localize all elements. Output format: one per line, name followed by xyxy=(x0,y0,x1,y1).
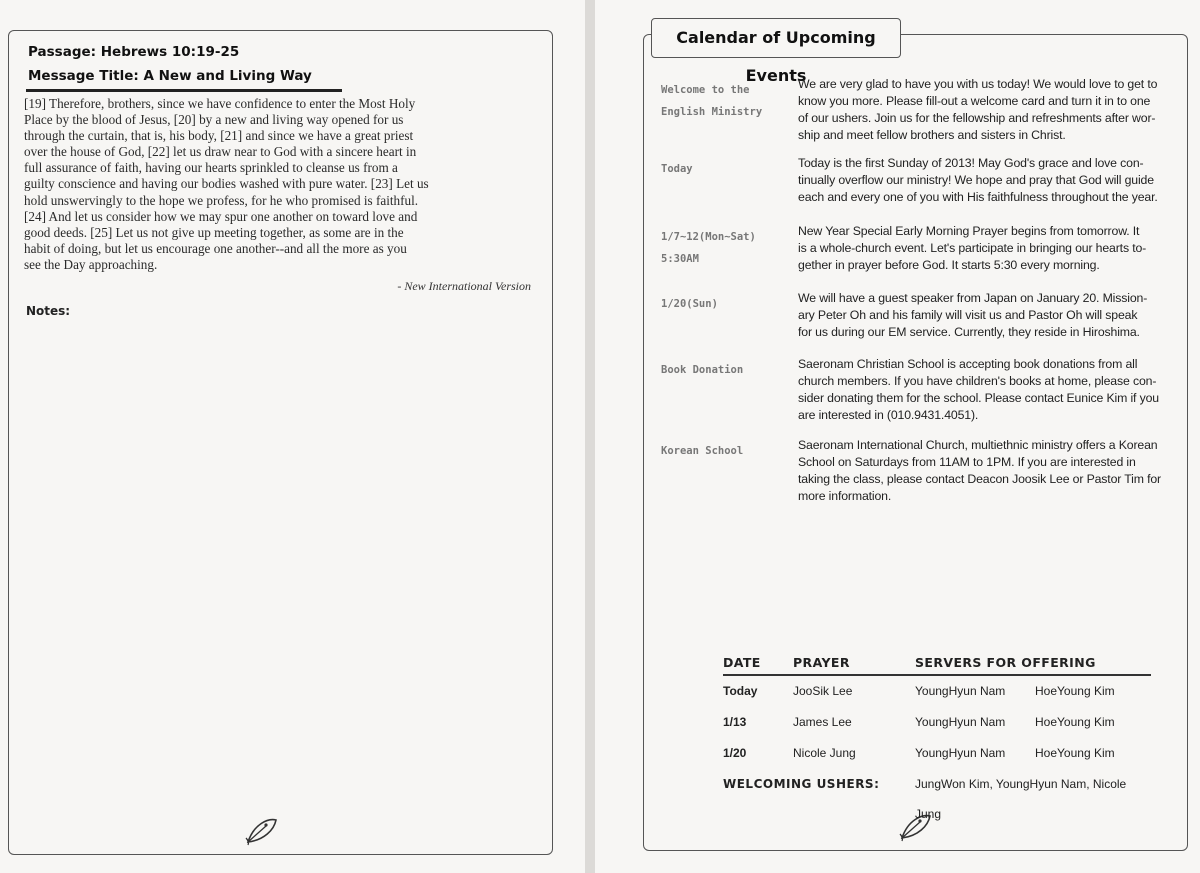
servers-header: SERVERS FOR OFFERING xyxy=(915,655,1096,670)
event-label-line: English Ministry xyxy=(661,106,763,118)
offering-server: HoeYoung Kim xyxy=(1035,715,1115,729)
title-underline xyxy=(26,89,342,92)
event-description-line: are interested in (010.9431.4051). xyxy=(798,408,979,422)
offering-server: YoungHyun Nam xyxy=(915,684,1006,698)
duty-date: 1/13 xyxy=(723,715,747,729)
scripture-line: [24] And let us consider how we may spur one another on toward love and xyxy=(24,208,418,224)
duty-roster xyxy=(723,652,1151,821)
event-label-line: 1/7~12(Mon~Sat) xyxy=(661,231,756,243)
date-header: DATE xyxy=(723,655,761,670)
offering-server: HoeYoung Kim xyxy=(1035,746,1115,760)
event-description-line: for us during our EM service. Currently, they reside in Hiroshima. xyxy=(798,325,1140,339)
scripture-line: see the Day approaching. xyxy=(24,256,158,272)
calendar-title: Calendar of Upcoming Events xyxy=(651,18,901,58)
event-label xyxy=(661,79,785,123)
duty-row xyxy=(723,707,1151,738)
offering-server: YoungHyun Nam xyxy=(915,715,1006,729)
scripture-line: guilty conscience and having our bodies washed with pure water. [23] Let us xyxy=(24,176,429,192)
sermon-header xyxy=(28,40,312,88)
notes-label: Notes: xyxy=(26,304,71,318)
event-label xyxy=(661,226,785,270)
offering-server: YoungHyun Nam xyxy=(915,746,1006,760)
duty-rows xyxy=(723,676,1151,769)
scripture-line: Place by the blood of Jesus, [20] by a new and living way opened for us xyxy=(24,112,404,128)
event-label-line: Korean School xyxy=(661,445,744,457)
event-description xyxy=(798,437,1181,505)
scripture-line: hold unswervingly to the hope we profess, for he who promised is faithful. xyxy=(24,192,419,208)
event-description-line: tinually overflow our ministry! We hope and pray that God will guide xyxy=(798,173,1154,187)
event-description-line: School on Saturdays from 11AM to 1PM. If you are interested in xyxy=(798,455,1136,469)
event-description-line: gether in prayer before God. It starts 5:30 every morning. xyxy=(798,258,1100,272)
event-description-line: Saeronam International Church, multiethnic ministry offers a Korean xyxy=(798,438,1158,452)
ushers-names: JungWon Kim, YoungHyun Nam, Nicole Jung xyxy=(915,777,1127,821)
event-description-line: taking the class, please contact Deacon Joosik Lee or Pastor Tim for xyxy=(798,472,1161,486)
event-description-line: church members. If you have children's books at home, please con- xyxy=(798,374,1157,388)
event-description xyxy=(798,223,1181,274)
prayer-leader: Nicole Jung xyxy=(793,746,856,760)
event-label-line: 5:30AM xyxy=(661,253,699,265)
duty-row xyxy=(723,738,1151,769)
event-description-line: We will have a guest speaker from Japan on January 20. Mission- xyxy=(798,291,1148,305)
duty-row xyxy=(723,676,1151,707)
ushers-row xyxy=(723,769,1151,821)
offering-server: HoeYoung Kim xyxy=(1035,684,1115,698)
event-description-line: of our ushers. Join us for the fellowship and refreshments after wor- xyxy=(798,111,1156,125)
event-description-line: more information. xyxy=(798,489,892,503)
scripture-line: through the curtain, that is, his body, [21] and since we have a great priest xyxy=(24,128,414,144)
event-label xyxy=(661,359,785,381)
event-description-line: sider donating them for the school. Please contact Eunice Kim if you xyxy=(798,391,1159,405)
event-description xyxy=(798,76,1181,144)
message-title: Message Title: A New and Living Way xyxy=(28,68,312,84)
scripture-line: over the house of God, [22] let us draw near to God with a sincere heart in xyxy=(24,144,417,160)
page-gutter xyxy=(585,0,595,873)
event-description xyxy=(798,356,1181,424)
event-label-line: Welcome to the xyxy=(661,84,750,96)
event-label-line: Today xyxy=(661,163,693,175)
scripture-line: habit of doing, but let us encourage one another--and all the more as you xyxy=(24,240,407,256)
passage-reference: Passage: Hebrews 10:19-25 xyxy=(28,44,240,60)
event-label xyxy=(661,158,785,180)
bible-version: - New International Version xyxy=(397,279,531,293)
left-page xyxy=(0,0,585,873)
duty-date: 1/20 xyxy=(723,746,747,760)
duty-roster-header xyxy=(723,652,1151,676)
event-description-line: ary Peter Oh and his family will visit us and Pastor Oh will speak xyxy=(798,308,1138,322)
event-description-line: Today is the first Sunday of 2013! May God's grace and love con- xyxy=(798,156,1144,170)
scripture-text xyxy=(24,96,534,273)
event-label xyxy=(661,293,785,315)
prayer-leader: James Lee xyxy=(793,715,852,729)
scripture-line: full assurance of faith, having our hearts sprinkled to cleanse us from a xyxy=(24,160,398,176)
event-description-line: ship and meet fellow brothers and sisters in Christ. xyxy=(798,128,1066,142)
scripture-line: good deeds. [25] Let us not give up meeting together, as some are in the xyxy=(24,224,404,240)
duty-date: Today xyxy=(723,684,758,698)
event-description-line: each and every one of you with His faithfulness throughout the year. xyxy=(798,190,1158,204)
event-description xyxy=(798,290,1181,341)
prayer-leader: JooSik Lee xyxy=(793,684,853,698)
event-description-line: is a whole-church event. Let's participate in bringing our hearts to- xyxy=(798,241,1147,255)
event-description-line: We are very glad to have you with us today! We would love to get to xyxy=(798,77,1158,91)
event-label xyxy=(661,440,785,462)
event-label-line: Book Donation xyxy=(661,364,744,376)
event-description xyxy=(798,155,1181,206)
event-label-line: 1/20(Sun) xyxy=(661,298,718,310)
prayer-header: PRAYER xyxy=(793,655,850,670)
ushers-label: WELCOMING USHERS: xyxy=(723,777,880,791)
event-description-line: know you more. Please fill-out a welcome card and turn it in to one xyxy=(798,94,1151,108)
scripture-line: [19] Therefore, brothers, since we have confidence to enter the Most Holy xyxy=(24,96,416,111)
event-description-line: New Year Special Early Morning Prayer begins from tomorrow. It xyxy=(798,224,1140,238)
event-description-line: Saeronam Christian School is accepting book donations from all xyxy=(798,357,1138,371)
fish-leaf-icon xyxy=(244,816,280,846)
